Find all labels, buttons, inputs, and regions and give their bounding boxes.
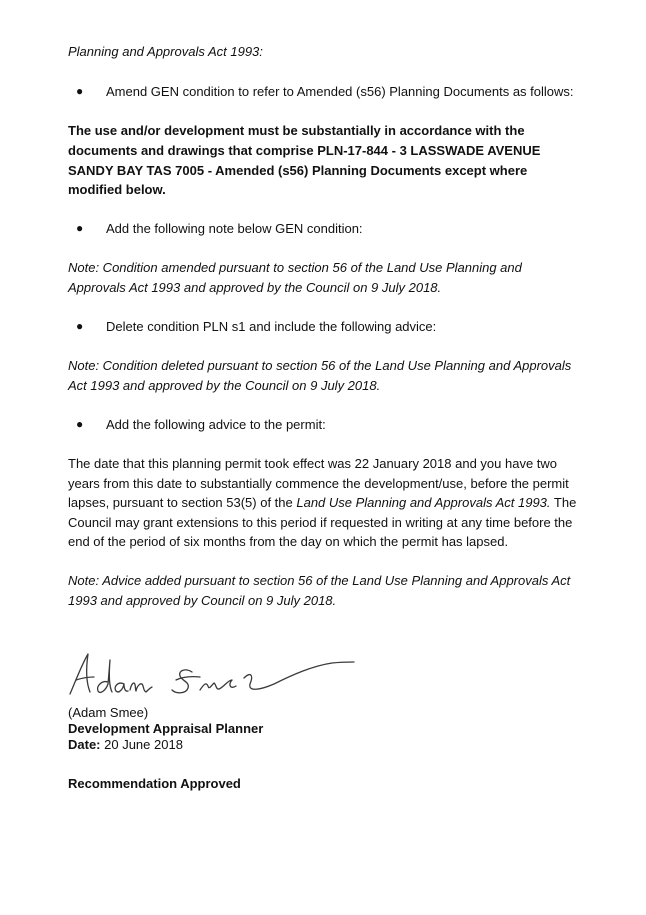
bullet-dot: ● [76,417,84,431]
advice-text-part1: The date that this planning permit took effect was 22 January 2018 and you have two years from this date to substantially commence the development/use, before the permit lapses, pursuant to section 53(5) of the [68,456,569,511]
bullet-dot: ● [76,221,84,235]
condition-text: The use and/or development must be substantially in accordance with the documents and drawings that comprise PLN-17-844 - 3 LASSWADE AVENUE SANDY BAY TAS 7005 - Amended (s56) Planning Documents except where modified below. [68,123,541,198]
bullet-dot: ● [76,319,84,333]
note-condition-amended: Note: Condition amended pursuant to section 56 of the Land Use Planning and Approvals Act 1993 and approved by the Council on 9 July 2018. [68,260,522,295]
bullet-dot: ● [76,84,84,98]
signatory-date [68,737,183,753]
bullet-text: Amend GEN condition to refer to Amended (s56) Planning Documents as follows: [106,84,574,99]
bullet-text: Delete condition PLN s1 and include the following advice: [106,319,437,334]
act-reference-line: Planning and Approvals Act 1993: [68,44,263,59]
bullet-text: Add the following advice to the permit: [106,417,326,432]
bullet-text: Add the following note below GEN condition: [106,221,363,236]
signatory-name: (Adam Smee) [68,705,149,720]
handwritten-signature [64,650,364,710]
signatory-title: Development Appraisal Planner [68,721,264,736]
note-condition-deleted: Note: Condition deleted pursuant to section 56 of the Land Use Planning and Approvals Act 1993 and approved by the Council on 9 July 2018. [68,358,572,393]
advice-act-name: Land Use Planning and Approvals Act 1993. [296,495,551,511]
advice-paragraph [68,454,578,552]
recommendation-status: Recommendation Approved [68,776,241,791]
date-value: 20 June 2018 [100,737,183,752]
date-label: Date: [68,737,101,752]
note-advice-added: Note: Advice added pursuant to section 56 of the Land Use Planning and Approvals Act 1993 and approved by Council on 9 July 2018. [68,573,571,608]
advice-text-part2: The Council may grant extensions to this period if requested in writing at any time before the end of the period of six months from the day on which the permit has lapsed. [68,495,577,550]
